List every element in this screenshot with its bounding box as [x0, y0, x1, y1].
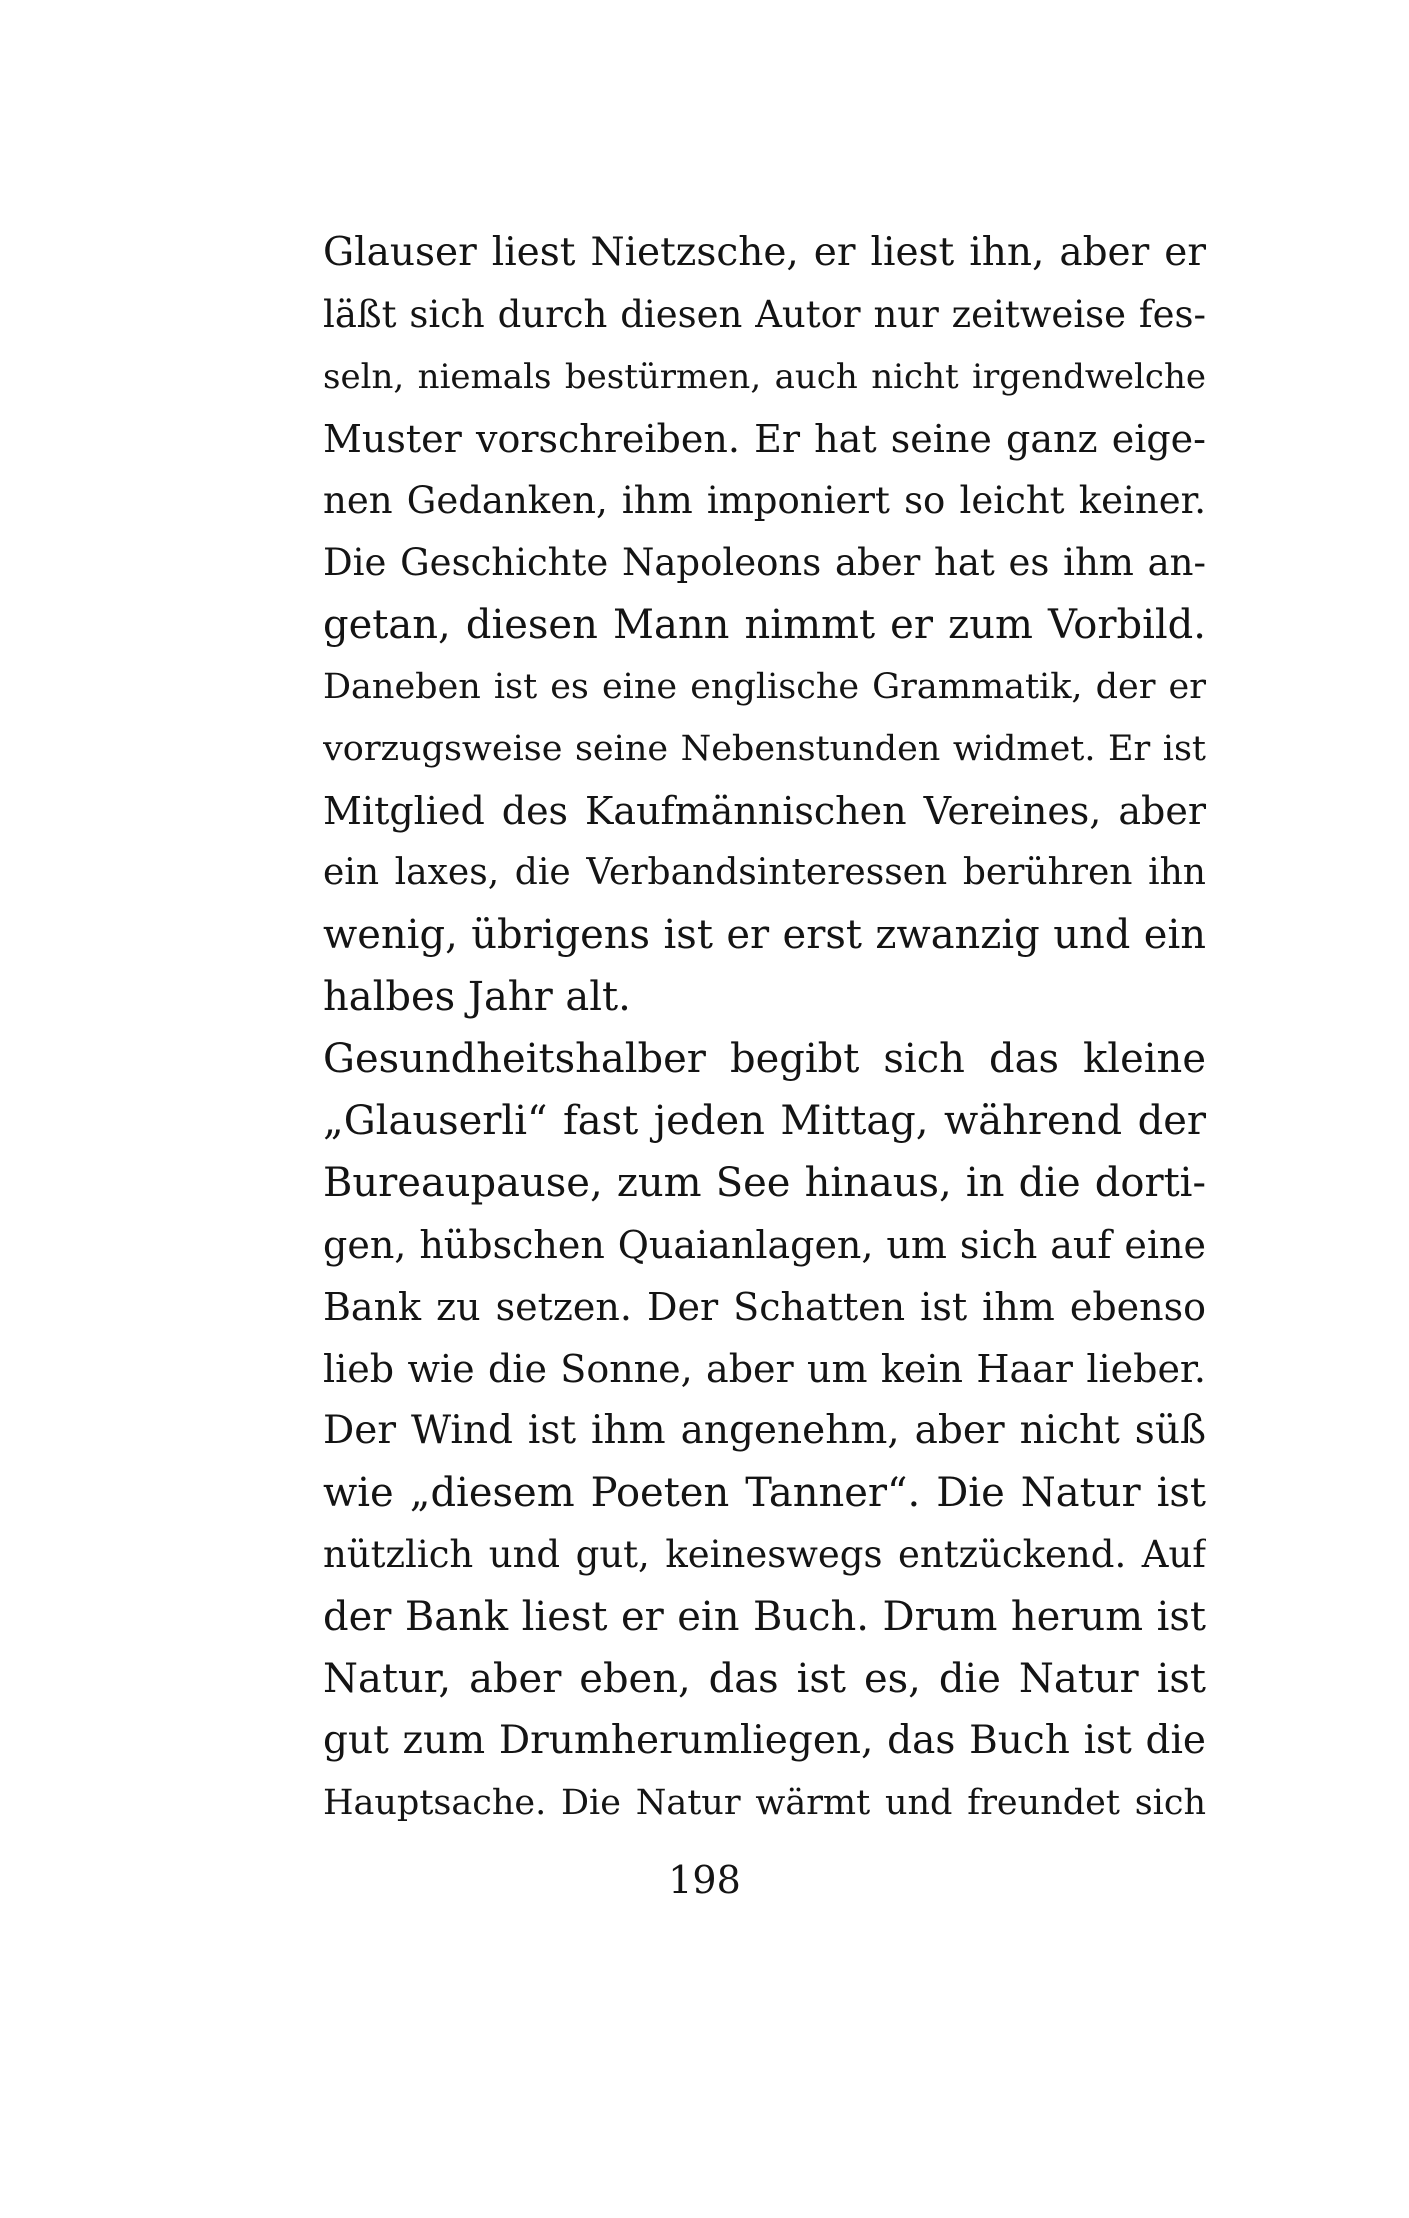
text-line: ein laxes, die Verbandsinteressen berühren ihn	[323, 852, 1206, 893]
text-line: getan, diesen Mann nimmt er zum Vorbild.	[323, 602, 1206, 648]
text-line: „Glauserli“ fast jeden Mittag, während der	[323, 1098, 1206, 1144]
page-number: 198	[668, 1858, 741, 1902]
text-line: Der Wind ist ihm angenehm, aber nicht süß	[323, 1408, 1206, 1453]
text-line: gut zum Drumherumliegen, das Buch ist die	[323, 1718, 1206, 1763]
text-line: Hauptsache. Die Natur wärmt und freundet sich	[323, 1783, 1206, 1823]
text-line: Die Geschichte Napoleons aber hat es ihm an-	[323, 541, 1206, 584]
text-line: Natur, aber eben, das ist es, die Natur ist	[323, 1656, 1206, 1702]
text-line: halbes Jahr alt.	[323, 974, 631, 1020]
text-line: Bank zu setzen. Der Schatten ist ihm ebenso	[323, 1285, 1206, 1329]
text-line: nützlich und gut, keineswegs entzückend. Auf	[323, 1533, 1206, 1576]
text-line: nen Gedanken, ihm imponiert so leicht keiner.	[323, 479, 1206, 522]
text-line: wenig, übrigens ist er erst zwanzig und ein	[323, 912, 1206, 958]
text-line: Daneben ist es eine englische Grammatik, der er	[323, 667, 1206, 707]
text-line: lieb wie die Sonne, aber um kein Haar lieber.	[323, 1347, 1206, 1391]
text-line: der Bank liest er ein Buch. Drum herum ist	[323, 1594, 1206, 1640]
paragraph-1	[323, 222, 1206, 1028]
text-line: Muster vorschreiben. Er hat seine ganz eige-	[323, 417, 1206, 461]
text-line: vorzugsweise seine Nebenstunden widmet. Er ist	[323, 729, 1206, 769]
text-line: Glauser liest Nietzsche, er liest ihn, aber er	[323, 230, 1206, 275]
text-line: seln, niemals bestürmen, auch nicht irgendwelche	[323, 357, 1206, 397]
text-line: wie „diesem Poeten Tanner“. Die Natur ist	[323, 1470, 1206, 1516]
text-line: läßt sich durch diesen Autor nur zeitweise fes-	[323, 293, 1206, 336]
body-text	[323, 222, 1206, 1834]
text-line: Mitglied des Kaufmännischen Vereines, aber	[323, 789, 1206, 833]
text-line: Gesundheitshalber begibt sich das kleine	[323, 1036, 1206, 1082]
text-line: gen, hübschen Quaianlagen, um sich auf eine	[323, 1223, 1206, 1267]
paragraph-2	[323, 1028, 1206, 1834]
text-line: Bureaupause, zum See hinaus, in die dorti-	[323, 1160, 1206, 1206]
